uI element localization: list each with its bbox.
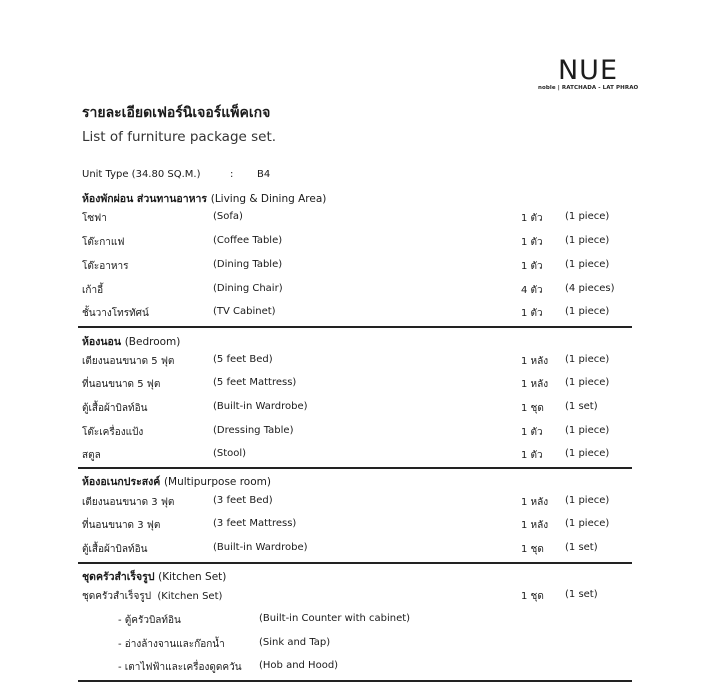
list-item (0, 259, 715, 275)
page-title-english: List of furniture package set. (82, 129, 277, 145)
list-item (0, 283, 715, 299)
section-title-thai: ห้องพักผ่อน ส่วนทานอาหาร (82, 193, 208, 205)
list-item (0, 211, 715, 227)
item-quantity: 1 ชุด (521, 544, 544, 555)
list-item (0, 589, 715, 605)
item-name-thai: โซฟา (82, 213, 107, 224)
list-item (0, 518, 715, 534)
item-pieces: (1 piece) (565, 495, 610, 506)
item-pieces: (1 piece) (565, 259, 610, 270)
item-name-english: (5 feet Mattress) (213, 377, 297, 388)
list-item (0, 306, 715, 322)
item-name-thai: เตียงนอนขนาด 3 ฟุต (82, 497, 175, 508)
item-quantity: 4 ตัว (521, 285, 543, 296)
list-item (0, 495, 715, 511)
brand-logo (538, 57, 638, 91)
section-title-thai: ชุดครัวสำเร็จรูป (82, 571, 155, 583)
item-quantity: 1 ชุด (521, 403, 544, 414)
section-heading (82, 568, 226, 585)
item-name-english: (5 feet Bed) (213, 354, 273, 365)
item-name-thai: เก้าอี้ (82, 285, 104, 296)
item-name-english: (Dressing Table) (213, 425, 294, 436)
item-name-thai: สตูล (82, 450, 101, 461)
section-title-english: (Living & Dining Area) (210, 193, 327, 205)
item-pieces: (1 set) (565, 589, 598, 600)
section-divider (78, 326, 632, 328)
list-item (0, 235, 715, 251)
unit-type-value: B4 (257, 169, 271, 180)
item-name-thai: ชุดครัวสำเร็จรูป (Kitchen Set) (82, 591, 223, 602)
item-name-english: (TV Cabinet) (213, 306, 276, 317)
list-item (0, 542, 715, 558)
logo-text: NUE (557, 55, 619, 86)
item-pieces: (1 piece) (565, 306, 610, 317)
page-title-thai: รายละเอียดเฟอร์นิเจอร์แพ็คเกจ (82, 105, 271, 121)
sub-item-thai: - อ่างล้างจานและก๊อกน้ำ (118, 639, 225, 650)
item-quantity: 1 ชุด (521, 591, 544, 602)
unit-type (82, 169, 271, 180)
item-name-thai: โต๊ะกาแฟ (82, 237, 125, 248)
item-name-english: (Dining Chair) (213, 283, 283, 294)
section-divider (78, 562, 632, 564)
section-divider (78, 467, 632, 469)
list-item (0, 401, 715, 417)
item-pieces: (1 piece) (565, 235, 610, 246)
item-name-english: (Built-in Wardrobe) (213, 542, 308, 553)
section-title-english: (Bedroom) (124, 336, 181, 348)
item-pieces: (4 pieces) (565, 283, 615, 294)
item-name-thai: ชั้นวางโทรทัศน์ (82, 308, 149, 319)
item-quantity: 1 ตัว (521, 427, 543, 438)
item-name-english: (3 feet Bed) (213, 495, 273, 506)
section-heading (82, 473, 271, 490)
section-heading (82, 333, 180, 350)
section-title-english: (Kitchen Set) (158, 571, 227, 583)
unit-type-separator: : (230, 169, 234, 180)
item-quantity: 1 ตัว (521, 450, 543, 461)
item-name-thai: ตู้เสื้อผ้าบิลท์อิน (82, 403, 148, 414)
sub-item-english: (Sink and Tap) (259, 637, 331, 648)
sub-item-thai: - ตู้ครัวบิลท์อิน (118, 615, 181, 626)
section-title-thai: ห้องอเนกประสงค์ (82, 476, 161, 488)
list-item (0, 425, 715, 441)
item-quantity: 1 ตัว (521, 237, 543, 248)
item-pieces: (1 piece) (565, 377, 610, 388)
list-item (0, 377, 715, 393)
item-quantity: 1 หลัง (521, 520, 549, 531)
item-quantity: 1 หลัง (521, 379, 549, 390)
item-name-english: (Dining Table) (213, 259, 283, 270)
section-heading (82, 190, 326, 207)
item-name-thai: โต๊ะเครื่องแป้ง (82, 427, 144, 438)
item-pieces: (1 piece) (565, 354, 610, 365)
item-name-english: (Coffee Table) (213, 235, 283, 246)
item-name-thai: ตู้เสื้อผ้าบิลท์อิน (82, 544, 148, 555)
item-name-english: (Sofa) (213, 211, 243, 222)
item-name-thai: ที่นอนขนาด 5 ฟุต (82, 379, 161, 390)
item-pieces: (1 piece) (565, 425, 610, 436)
item-quantity: 1 ตัว (521, 308, 543, 319)
item-pieces: (1 piece) (565, 518, 610, 529)
item-quantity: 1 หลัง (521, 497, 549, 508)
section-title-english: (Multipurpose room) (163, 476, 271, 488)
item-name-thai: โต๊ะอาหาร (82, 261, 129, 272)
item-pieces: (1 set) (565, 542, 598, 553)
list-item (0, 354, 715, 370)
item-name-english: (Stool) (213, 448, 247, 459)
item-pieces: (1 piece) (565, 448, 610, 459)
item-quantity: 1 ตัว (521, 261, 543, 272)
item-name-thai: ที่นอนขนาด 3 ฟุต (82, 520, 161, 531)
list-item (0, 448, 715, 464)
item-pieces: (1 set) (565, 401, 598, 412)
section-title-thai: ห้องนอน (82, 336, 122, 348)
item-name-thai: เตียงนอนขนาด 5 ฟุต (82, 356, 175, 367)
item-quantity: 1 ตัว (521, 213, 543, 224)
sub-item-english: (Built-in Counter with cabinet) (259, 613, 411, 624)
item-name-english: (3 feet Mattress) (213, 518, 297, 529)
item-pieces: (1 piece) (565, 211, 610, 222)
logo-tagline: noble | RATCHADA - LAT PHRAO (538, 85, 639, 91)
item-quantity: 1 หลัง (521, 356, 549, 367)
item-name-english: (Built-in Wardrobe) (213, 401, 308, 412)
unit-type-label: Unit Type (34.80 SQ.M.) (82, 169, 201, 180)
sub-item-thai: - เตาไฟฟ้าและเครื่องดูดควัน (118, 662, 242, 673)
sub-item-english: (Hob and Hood) (259, 660, 339, 671)
section-divider (78, 680, 632, 682)
